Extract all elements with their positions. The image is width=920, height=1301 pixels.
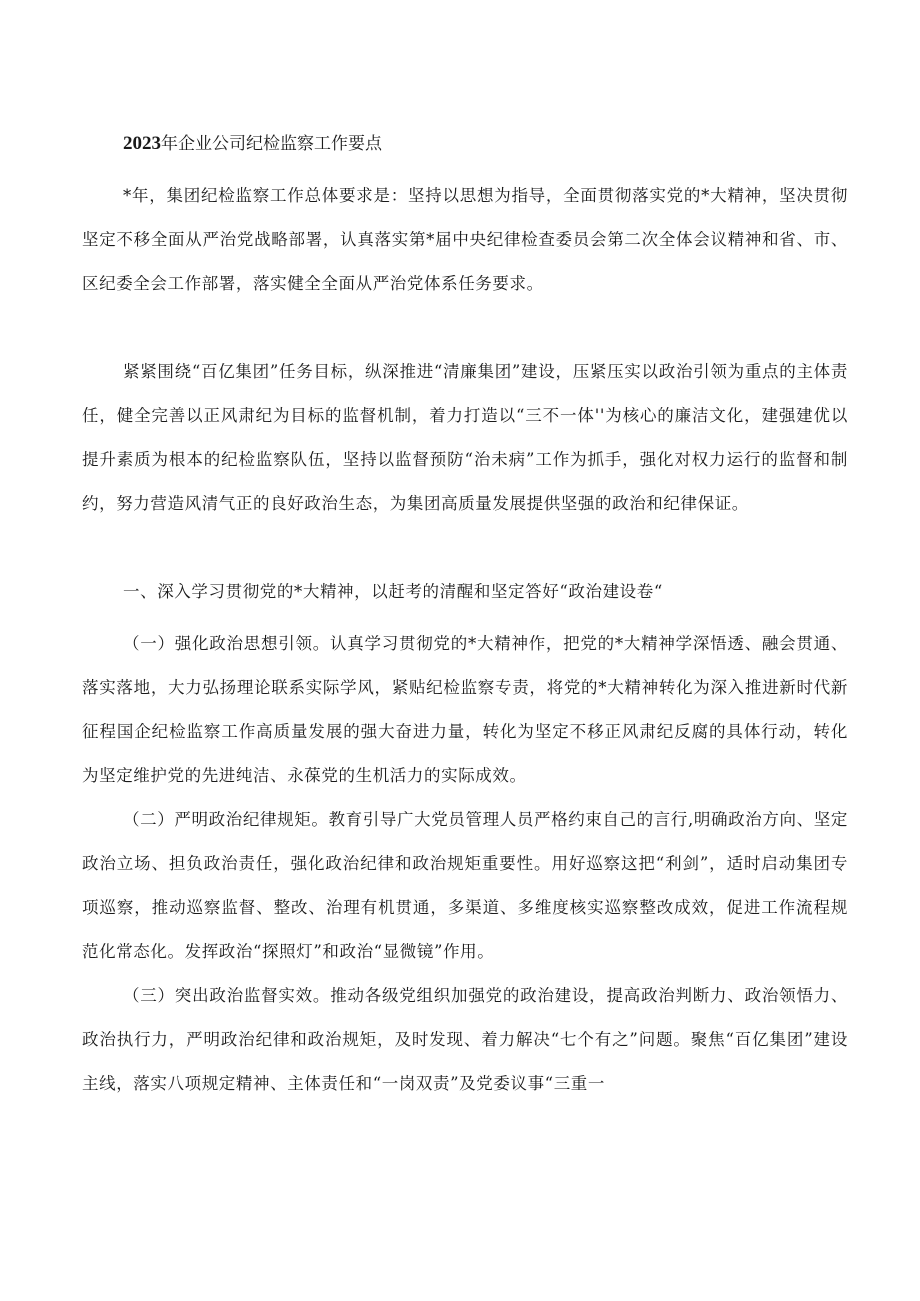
paragraph-item-1: （一）强化政治思想引领。认真学习贯彻党的*大精神作，把党的*大精神学深悟透、融会贯通、落实落地，大力弘扬理论联系实际学风，紧贴纪检监察专责，将党的*大精神转化为深入推进新时代新征程国企纪检监察工作高质量发展的强大奋进力量，转化为坚定不移正风肃纪反腐的具体行动，转化为坚定维护党的先进纯洁、永葆党的生机活力的实际成效。 — [82, 634, 848, 785]
section-heading-1: 一、深入学习贯彻党的*大精神，以赶考的清醒和坚定答好“政治建设卷“ — [123, 582, 663, 601]
paragraph-general-requirements: *年，集团纪检监察工作总体要求是：坚持以思想为指导，全面贯彻落实党的*大精神，坚决贯彻坚定不移全面从严治党战略部署，认真落实第*届中央纪律检查委员会第二次全体会议精神和省、市、区纪委全会工作部署，落实健全全面从严治党体系任务要求。 — [82, 186, 848, 293]
document-title — [123, 131, 382, 157]
paragraph-item-2: （二）严明政治纪律规矩。教育引导广大党员管理人员严格约束自己的言行,明确政治方向、坚定政治立场、担负政治责任，强化政治纪律和政治规矩重要性。用好巡察这把“利剑”，适时启动集团专项巡察，推动巡察监督、整改、治理有机贯通，多渠道、多维度核实巡察整改成效，促进工作流程规范化常态化。发挥政治“探照灯”和政治“显微镜”作用。 — [82, 810, 848, 961]
title-year: 2023 — [123, 133, 161, 154]
paragraph-item-3: （三）突出政治监督实效。推动各级党组织加强党的政治建设，提高政治判断力、政治领悟力、政治执行力，严明政治纪律和政治规矩，及时发现、着力解决“七个有之”问题。聚焦“百亿集团”建设主线，落实八项规定精神、主体责任和“一岗双责”及党委议事“三重一 — [82, 986, 848, 1093]
paragraph-goals: 紧紧围绕“百亿集团”任务目标，纵深推进“清廉集团”建设，压紧压实以政治引领为重点的主体责任，健全完善以正风肃纪为目标的监督机制，着力打造以“三不一体''为核心的廉洁文化，建强建优以提升素质为根本的纪检监察队伍，坚持以监督预防“治未病”工作为抓手，强化对权力运行的监督和制约，努力营造风清气正的良好政治生态，为集团高质量发展提供坚强的政治和纪律保证。 — [82, 362, 848, 513]
title-text: 年企业公司纪检监察工作要点 — [161, 134, 382, 154]
